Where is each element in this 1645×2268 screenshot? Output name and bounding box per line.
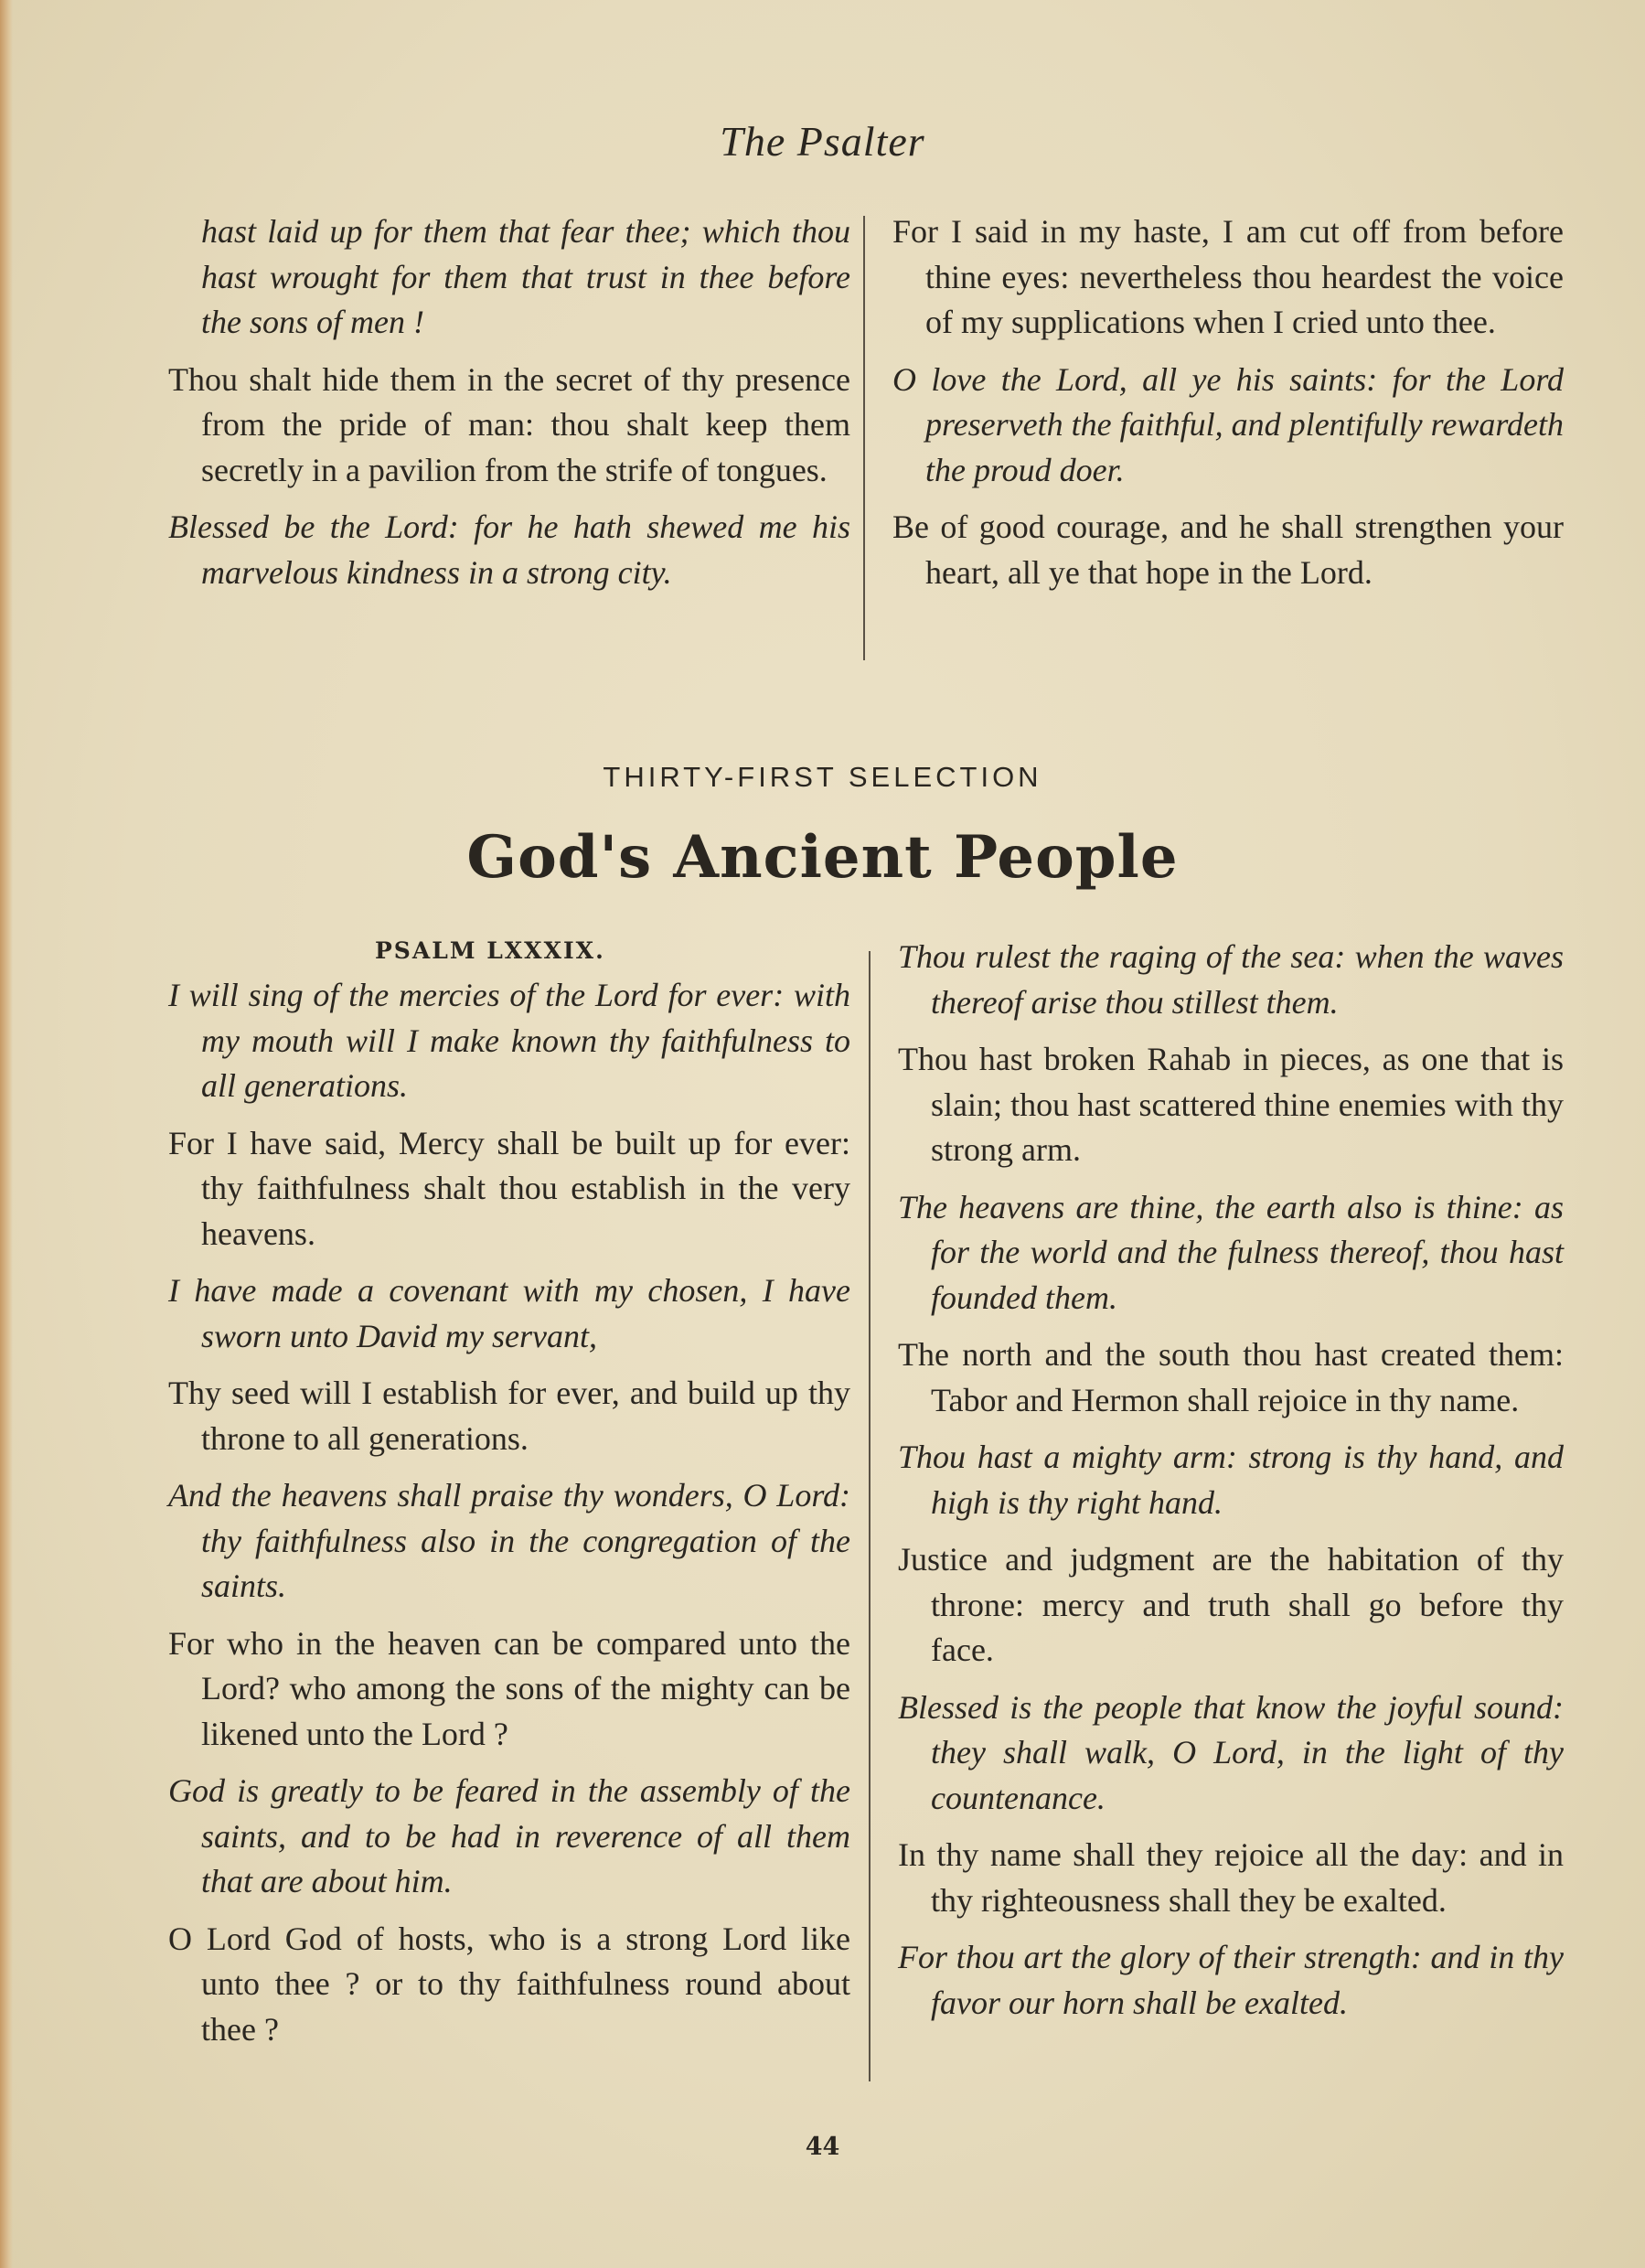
verse: O love the Lord, all ye his saints: for the Lord preserveth the faithful, and plentifully rewardeth the proud doer.: [892, 360, 1564, 488]
verse: And the heavens shall praise thy wonders, O Lord: thy faithfulness also in the congregation of the saints.: [168, 1477, 850, 1604]
verse: Thou hast broken Rahab in pieces, as one that is slain; thou hast scattered thine enemies with thy strong arm.: [898, 1041, 1564, 1168]
selection-label: THIRTY-FIRST SELECTION: [603, 761, 1042, 793]
verse: Justice and judgment are the habitation of thy throne: mercy and truth shall go before thy face.: [898, 1541, 1564, 1668]
verse: For who in the heaven can be compared unto the Lord? who among the sons of the mighty can be likened unto the Lord ?: [168, 1624, 850, 1752]
verse: For thou art the glory of their strength: and in thy favor our horn shall be exalted.: [898, 1939, 1564, 2021]
verse: O Lord God of hosts, who is a strong Lord like unto thee ? or to thy faithfulness round about thee ?: [168, 1920, 850, 2048]
verse: The north and the south thou hast created them: Tabor and Hermon shall rejoice in thy name.: [898, 1336, 1564, 1418]
verse: Thy seed will I establish for ever, and build up thy throne to all generations.: [168, 1375, 850, 1457]
verse: For I said in my haste, I am cut off from before thine eyes: nevertheless thou heardest the voice of my supplications when I cried unto thee.: [892, 213, 1564, 340]
top-left-column: [168, 209, 850, 607]
psalm-heading: PSALM LXXXIX.: [375, 937, 605, 964]
verse: For I have said, Mercy shall be built up for ever: thy faithfulness shalt thou establish in the very heavens.: [168, 1124, 850, 1252]
top-right-column: [892, 209, 1564, 607]
column-divider-bottom: [869, 951, 871, 2081]
verse: Be of good courage, and he shall strengthen your heart, all ye that hope in the Lord.: [892, 508, 1564, 591]
verse: Blessed be the Lord: for he hath shewed me his marvelous kindness in a strong city.: [168, 508, 850, 591]
running-head: The Psalter: [720, 118, 925, 165]
column-divider-top: [863, 216, 865, 660]
verse: I will sing of the mercies of the Lord for ever: with my mouth will I make known thy faithfulness to all generations.: [168, 977, 850, 1104]
page-number: 44: [805, 2133, 840, 2161]
selection-title: God's Ancient People: [466, 823, 1179, 892]
verse: Blessed is the people that know the joyful sound: they shall walk, O Lord, in the light of thy countenance.: [898, 1688, 1564, 1816]
verse: Thou hast a mighty arm: strong is thy hand, and high is thy right hand.: [898, 1439, 1564, 1521]
bottom-left-column: [168, 935, 850, 2064]
verse: In thy name shall they rejoice all the day: and in thy righteousness shall they be exalted.: [898, 1836, 1564, 1919]
verse: hast laid up for them that fear thee; which thou hast wrought for them that trust in thee before the sons of men !: [201, 213, 850, 340]
verse: The heavens are thine, the earth also is thine: as for the world and the fulness thereof, thou hast founded them.: [898, 1188, 1564, 1316]
bottom-right-column: [898, 935, 1564, 2038]
verse: Thou rulest the raging of the sea: when the waves thereof arise thou stillest them.: [898, 938, 1564, 1021]
verse: Thou shalt hide them in the secret of thy presence from the pride of man: thou shalt keep them secretly in a pavilion from the strife of tongues.: [168, 360, 850, 488]
page-edge: [0, 0, 13, 2268]
verse: I have made a covenant with my chosen, I have sworn unto David my servant,: [168, 1272, 850, 1354]
verse: God is greatly to be feared in the assembly of the saints, and to be had in reverence of all them that are about him.: [168, 1772, 850, 1899]
